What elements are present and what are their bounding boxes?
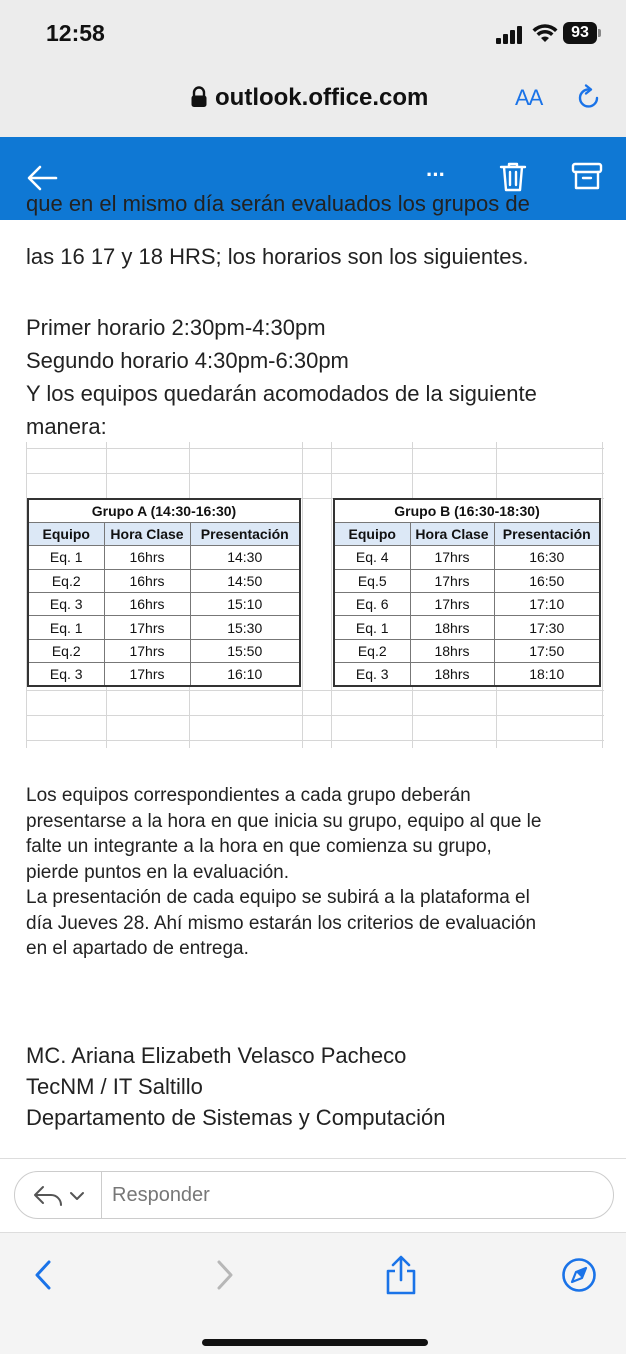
browser-chrome [0, 0, 626, 137]
table-cell: 17hrs [410, 569, 494, 592]
table-row [28, 569, 300, 592]
table-cell: Eq. 1 [28, 546, 104, 569]
wifi-icon [532, 22, 558, 44]
instructions-paragraph [26, 783, 608, 962]
email-text-line: las 16 17 y 18 HRS; los horarios son los siguientes. [26, 244, 529, 269]
signature-line: TecNM / IT Saltillo [26, 1074, 203, 1099]
table-cell: 17:50 [494, 639, 600, 662]
paragraph-line: falte un integrante a la hora en que comienza su grupo, [26, 836, 492, 857]
column-header: Equipo [334, 522, 410, 545]
table-row [334, 546, 600, 569]
table-cell: Eq. 3 [28, 593, 104, 616]
table-cell: Eq.2 [28, 569, 104, 592]
table-row [28, 546, 300, 569]
reply-input[interactable]: Responder [112, 1184, 210, 1206]
paragraph-line: día Jueves 28. Ahí mismo estarán los criterios de evaluación [26, 912, 537, 934]
table-title: Grupo B (16:30-18:30) [334, 499, 600, 522]
table-cell: 17hrs [104, 663, 190, 686]
group-b-table [333, 498, 601, 687]
schedule-line: Primer horario 2:30pm-4:30pm [26, 315, 326, 340]
table-cell: Eq. 6 [334, 593, 410, 616]
browser-bottom-bar [0, 1232, 626, 1354]
table-row [334, 616, 600, 639]
table-cell: Eq.5 [334, 569, 410, 592]
table-row [334, 639, 600, 662]
reply-bar[interactable] [14, 1171, 614, 1219]
group-a-table [27, 498, 301, 687]
table-cell: 15:30 [190, 616, 300, 639]
table-row [334, 569, 600, 592]
email-text-cutoff-line: que en el mismo día serán evaluados los grupos de [26, 191, 530, 216]
signature [26, 1040, 445, 1133]
table-cell: 17hrs [104, 616, 190, 639]
forward-icon[interactable] [214, 1259, 236, 1291]
signature-line: Departamento de Sistemas y Computación [26, 1105, 446, 1130]
table-cell: 17:10 [494, 593, 600, 616]
more-options-button[interactable]: ··· [426, 162, 445, 187]
schedule-line: Y los equipos quedarán acomodados de la siguiente [26, 381, 537, 406]
table-cell: 18hrs [410, 663, 494, 686]
table-cell: 16:30 [494, 546, 600, 569]
table-cell: 16:50 [494, 569, 600, 592]
table-cell: 18hrs [410, 616, 494, 639]
table-cell: 14:30 [190, 546, 300, 569]
table-cell: 17hrs [410, 546, 494, 569]
share-icon[interactable] [384, 1255, 418, 1295]
table-cell: Eq. 3 [28, 663, 104, 686]
table-cell: 15:50 [190, 639, 300, 662]
table-cell: Eq. 3 [334, 663, 410, 686]
column-header: Presentación [494, 522, 600, 545]
table-cell: Eq. 4 [334, 546, 410, 569]
cell-signal-icon [496, 24, 524, 44]
divider [0, 1158, 626, 1159]
table-cell: 18hrs [410, 639, 494, 662]
column-header: Hora Clase [410, 522, 494, 545]
email-text-cutoff [26, 191, 606, 220]
table-cell: 17hrs [410, 593, 494, 616]
paragraph-line: Los equipos correspondientes a cada grupo deberán [26, 785, 471, 806]
reply-separator [101, 1172, 102, 1218]
paragraph-line: pierde puntos en la evaluación. [26, 861, 290, 883]
table-row [28, 639, 300, 662]
paragraph-line: La presentación de cada equipo se subirá a la plataforma el [26, 887, 530, 908]
table-cell: Eq.2 [334, 639, 410, 662]
text-size-button[interactable]: AA [515, 85, 543, 110]
paragraph-line: en el apartado de entrega. [26, 938, 249, 959]
table-cell: 18:10 [494, 663, 600, 686]
lock-icon [190, 86, 208, 108]
table-cell: 17hrs [104, 639, 190, 662]
column-header: Hora Clase [104, 522, 190, 545]
table-cell: 14:50 [190, 569, 300, 592]
paragraph-line: presentarse a la hora en que inicia su grupo, equipo al que le [26, 810, 542, 832]
column-header: Presentación [190, 522, 300, 545]
table-row [28, 616, 300, 639]
schedule-line: manera: [26, 414, 107, 439]
home-indicator [202, 1339, 428, 1346]
status-time: 12:58 [46, 20, 105, 46]
back-icon[interactable] [32, 1259, 54, 1291]
column-header: Equipo [28, 522, 104, 545]
reload-icon[interactable] [575, 84, 603, 112]
table-cell: 15:10 [190, 593, 300, 616]
table-cell: 16hrs [104, 593, 190, 616]
table-cell: 16hrs [104, 546, 190, 569]
table-row [28, 663, 300, 686]
table-row [28, 593, 300, 616]
table-cell: 16:10 [190, 663, 300, 686]
schedule-line: Segundo horario 4:30pm-6:30pm [26, 348, 349, 373]
compass-icon[interactable] [561, 1257, 597, 1293]
table-row [334, 593, 600, 616]
table-cell: Eq.2 [28, 639, 104, 662]
table-title: Grupo A (14:30-16:30) [28, 499, 300, 522]
table-cell: Eq. 1 [334, 616, 410, 639]
battery-cap [598, 29, 601, 37]
url-text[interactable]: outlook.office.com [215, 84, 429, 111]
table-cell: 17:30 [494, 616, 600, 639]
table-row [334, 663, 600, 686]
schedule-block [26, 311, 537, 443]
schedule-image [26, 442, 604, 748]
table-cell: Eq. 1 [28, 616, 104, 639]
table-cell: 16hrs [104, 569, 190, 592]
signature-line: MC. Ariana Elizabeth Velasco Pacheco [26, 1043, 407, 1068]
battery-indicator: 93 [563, 22, 597, 44]
reply-icon[interactable] [33, 1184, 89, 1208]
